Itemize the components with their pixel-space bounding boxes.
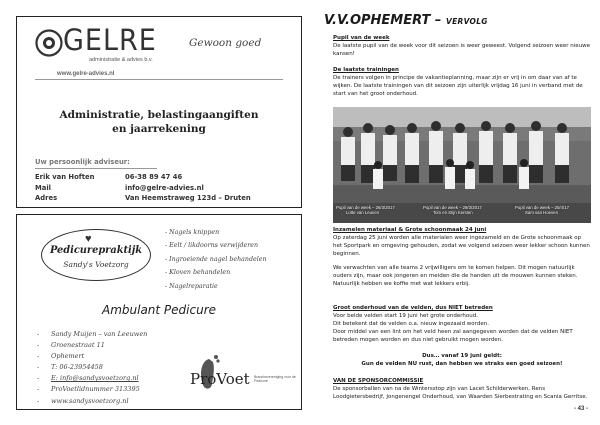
bullet-dash: - [37,352,40,361]
advisor-heading: Uw persoonlijk adviseur: [35,158,130,166]
contact-email-link[interactable]: E: info@sandysvoetzorg.nl [51,374,139,383]
list-item [37,363,147,374]
contact-key: Mail [35,183,52,192]
team-photo [333,107,591,223]
pedicure-name: Pedicurepraktijk [49,245,143,256]
bullet-dash: - [37,396,40,405]
section-body: We verwachten van alle teams 2 vrijwilligers om te komen helpen. Dit mogen natuurlijk ouders zijn, maar ook jongeren en meiden die de handen uit de mouwen kunnen steken. Natuurlijk hebben we koffie met wat lekkers erbij. [333,265,578,287]
gelre-brand-name: GELRE [63,23,157,58]
list-item [37,397,147,408]
contact-text: Groenestraat 11 [51,341,105,350]
list-item: - Ingroeiende nagel behandelen [165,255,267,263]
section-body: De sponsorballen van na de Wintersstop zijn van Lacet Schilderwerken, Rens Loodgietersbedrijf, Jongenengel Onderhoud, van Waarden Sierbestrating en Scania Gerritse. [333,386,588,400]
contact-phone: T: 06-23954458 [51,363,103,372]
contact-key: Erik van Hoften [35,173,95,181]
photo-caption [423,205,482,215]
section-heading: VAN DE SPONSORCOMMISSIE [333,378,424,384]
section-body: Op zaterdag 25 juni worden alle materialen weer ingezameld en de Grote schoonmaak op het Sportpark en omgeving gehouden, zodat we volgend seizoen weer lekker schoon kunnen beginnen. [333,235,590,257]
gelre-brand-subtitle: administratie & advies b.v. [89,57,153,63]
section-heading: Groot onderhoud van de velden, dus NIET betreden [333,305,493,311]
section-schoonmaak [333,226,591,288]
caption-title: Pupil van de week – 26/3/2017 [336,205,395,210]
section-body: Dit betekent dat de velden o.a. nieuw ingezaaid worden. [333,321,489,327]
list-item: - Nagelreparatie [165,282,218,290]
gelre-tagline-1: Administratie, belastingaangiften [59,109,259,121]
section-onderhoud [333,304,591,344]
caption-name: Sam van Hoeven [525,210,558,215]
section-pupil [333,34,591,58]
bullet-dash: - [37,341,40,350]
contact-text: Sandy Muijen – van Leeuwen [51,330,148,338]
list-item [37,341,147,352]
bullet-dash: - [37,374,40,383]
contact-text: Ophemert [51,352,85,361]
contact-row [35,173,295,184]
services-list [165,229,267,296]
bullet-dash: - [37,330,40,338]
section-heading: Inzamelen materiaal & Grote schoonmaak 24 juni [333,227,487,233]
pedicure-advertisement [16,214,302,410]
bullet-dash: - [37,385,40,394]
photo-caption [336,205,395,215]
contact-table [35,173,295,205]
list-item: - Nagels knippen [165,229,220,236]
section-body: Door middel van een lint om het veld heen zal aangegeven worden dat de velden NIET betreden mogen worden en dus niet gebruikt mogen worden. [333,329,573,343]
section-heading: Pupil van de week [333,35,390,41]
contact-text: ProVoetlidnummer 313395 [51,385,140,394]
section-heading: De laatste trainingen [333,67,399,73]
pedicure-owner-name: Sandy's Voetzorg [63,260,129,269]
contact-phone: 06-38 89 47 46 [125,173,183,181]
page-title [324,13,488,28]
contact-row [35,194,295,205]
notice-line: Dus… vanaf 19 juni geldt: [422,353,502,359]
list-item [37,330,147,341]
newsletter-page [320,0,600,425]
gelre-logo-icon [35,29,63,57]
section-body: Voor beide velden start 19 juni het grote onderhoud. [333,313,478,319]
page-title-main: V.V.OPHEMERT – [324,13,442,28]
section-body: De laatste pupil van de week voor dit seizoen is weer geweest. Volgend seizoen weer nieuwe kansen! [333,43,591,57]
section-notice [333,352,591,368]
caption-title: Pupil van de week – 20/4/17 [515,205,569,210]
section-sponsorcommissie [333,377,591,401]
caption-title: Pupil van de week – 29/3/2017 [423,205,482,210]
gelre-website[interactable]: www.gelre-advies.nl [57,71,115,77]
list-item [37,385,147,396]
bullet-dash: - [37,363,40,372]
photo-caption [515,205,569,215]
list-item: - Eelt / likdoorns verwijderen [165,242,259,250]
gelre-tagline-2: en jaarrekening [112,123,206,135]
contact-website-link[interactable]: www.sandysvoetzorg.nl [51,396,129,405]
footprint-icon: ♥ [85,233,92,245]
divider [35,168,157,169]
caption-name: Lotte van Leuven [346,210,379,215]
divider [35,79,283,80]
contact-address: Van Heemstraweg 123d – Druten [125,194,251,202]
contact-key: Adres [35,194,58,202]
gelre-advertisement [16,16,302,208]
section-trainingen [333,66,591,98]
gelre-slogan: Gewoon goed [189,37,262,49]
page-title-sub: VERVOLG [445,17,488,26]
contact-row [35,184,295,195]
section-body: De trainers volgen in principe de vakantieplanning, maar zijn er vrij in om daar van af te wijken. De laatste trainingen van dit seizoen zijn uiterlijk vrijdag 16 juni in verband met de start van het groot onderhoud. [333,75,583,97]
caption-name: Tom en Stijn Kersten [433,210,473,215]
page-number: - 43 - [573,406,588,412]
notice-line: Gun de velden NU rust, dan hebben we straks een goed seizoen! [361,361,563,367]
list-item [37,374,147,385]
pedicure-contact-list [37,330,147,408]
list-item: - Kloven behandelen [165,269,231,277]
provoet-tagline: Branchevereniging voor de Pedicure [254,375,296,383]
list-item [37,352,147,363]
pedicure-heading: Ambulant Pedicure [101,303,217,317]
provoet-logo-text: ProVoet [190,370,250,388]
contact-email[interactable]: info@gelre-advies.nl [125,183,204,192]
